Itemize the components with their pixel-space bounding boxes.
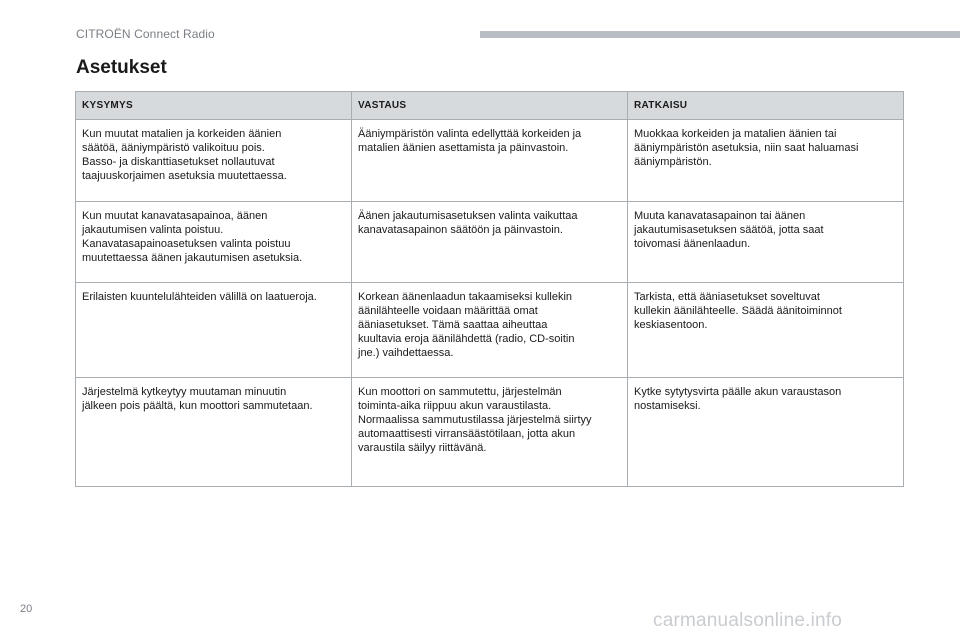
watermark: carmanualsonline.info (653, 610, 843, 631)
table-header-row (76, 92, 904, 120)
cell-answer: Korkean äänenlaadun takaamiseksi kullekin äänilähteelle voidaan määrittää omat ääniasetukset. Tämä saattaa aiheuttaa kuultavia eroja äänilähdettä (radio, CD-soitin jne.) vaihdettaessa. (352, 283, 628, 378)
column-header-answer: VASTAUS (352, 92, 628, 120)
cell-answer: Äänen jakautumisasetuksen valinta vaikuttaa kanavatasapainon säätöön ja päinvastoin. (352, 202, 628, 283)
table-row (76, 378, 904, 487)
cell-solution: Muuta kanavatasapainon tai äänen jakautumisasetuksen säätöä, jotta saat toivomasi äänenlaadun. (628, 202, 904, 283)
page-number: 20 (20, 603, 33, 615)
cell-answer: Ääniympäristön valinta edellyttää korkeiden ja matalien äänien asettamista ja päinvastoin. (352, 120, 628, 202)
page-title: Asetukset (76, 57, 167, 78)
column-header-question: KYSYMYS (76, 92, 352, 120)
cell-question: Erilaisten kuuntelulähteiden välillä on laatueroja. (76, 283, 352, 378)
cell-solution: Kytke sytytysvirta päälle akun varaustason nostamiseksi. (628, 378, 904, 487)
table-row (76, 120, 904, 202)
table-row (76, 202, 904, 283)
cell-question: Kun muutat matalien ja korkeiden äänien säätöä, ääniympäristö valikoituu pois. Basso- ja diskanttiasetukset nollautuvat taajuuskorjaimen asetuksia muutettaessa. (76, 120, 352, 202)
cell-answer: Kun moottori on sammutettu, järjestelmän toiminta-aika riippuu akun varaustilasta. Normaalissa sammutustilassa järjestelmä siirtyy automaattisesti virransäästötilaan, jotta akun varaustila säilyy riittävänä. (352, 378, 628, 487)
cell-question: Järjestelmä kytkeytyy muutaman minuutin jälkeen pois päältä, kun moottori sammutetaan. (76, 378, 352, 487)
cell-question: Kun muutat kanavatasapainoa, äänen jakautumisen valinta poistuu. Kanavatasapainoasetuksen valinta poistuu muutettaessa äänen jakautumisen asetuksia. (76, 202, 352, 283)
column-header-solution: RATKAISU (628, 92, 904, 120)
header-brand-label: CITROËN Connect Radio (76, 27, 215, 41)
header-bar (480, 31, 960, 38)
table-row (76, 283, 904, 378)
cell-solution: Muokkaa korkeiden ja matalien äänien tai ääniympäristön asetuksia, niin saat haluamasi ääniympäristön. (628, 120, 904, 202)
cell-solution: Tarkista, että ääniasetukset soveltuvat kullekin äänilähteelle. Säädä äänitoiminnot keskiasentoon. (628, 283, 904, 378)
faq-table (75, 91, 904, 487)
